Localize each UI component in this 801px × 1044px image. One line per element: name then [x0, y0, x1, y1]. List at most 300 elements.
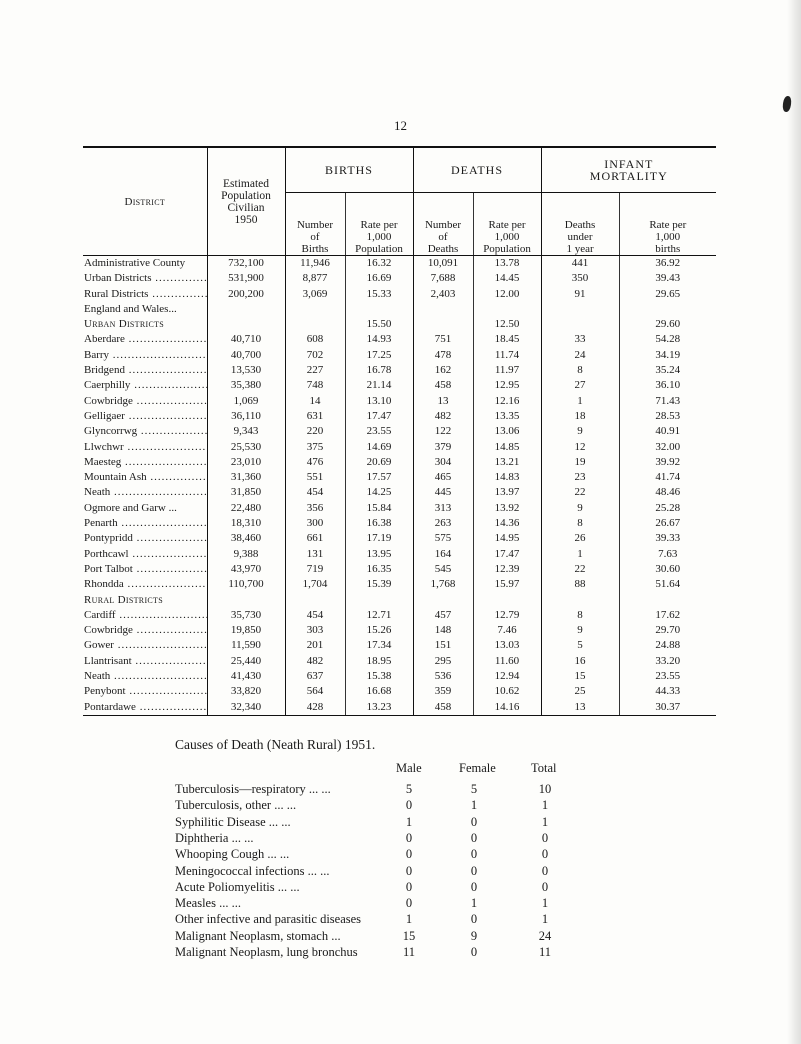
- table-cell: [207, 302, 285, 317]
- header-infant-mortality: INFANT MORTALITY: [541, 147, 716, 193]
- table-cell: 575: [413, 531, 473, 546]
- district-name: Pontardawe .....: [83, 700, 207, 716]
- table-cell: 18,310: [207, 516, 285, 531]
- table-cell: 12.00: [473, 287, 541, 302]
- district-name: Llwchwr .....: [83, 440, 207, 455]
- table-cell: 531,900: [207, 271, 285, 286]
- table-cell: 9,388: [207, 547, 285, 562]
- cause-label: Malignant Neoplasm, lung bronchus: [175, 945, 358, 959]
- cause-label: Tuberculosis, other ... ...: [175, 798, 297, 813]
- table-cell: 8: [541, 516, 619, 531]
- female-count: 9: [470, 928, 478, 943]
- header-births-number: Number of Births: [285, 193, 345, 256]
- table-cell: 7,688: [413, 271, 473, 286]
- district-name: Aberdare .....: [83, 332, 207, 347]
- table-cell: 356: [285, 501, 345, 516]
- cause-row: [175, 945, 645, 961]
- table-cell: 751: [413, 332, 473, 347]
- district-name: Glyncorrwg .....: [83, 424, 207, 439]
- table-row: [83, 516, 716, 531]
- header-district: District: [83, 147, 207, 256]
- table-cell: 631: [285, 409, 345, 424]
- table-cell: 22: [541, 485, 619, 500]
- table-cell: 16.32: [345, 256, 413, 272]
- table-cell: 13.21: [473, 455, 541, 470]
- table-cell: 465: [413, 470, 473, 485]
- table-cell: 19,850: [207, 623, 285, 638]
- table-row: [83, 271, 716, 286]
- table-cell: 482: [413, 409, 473, 424]
- cause-label: Syphilitic Disease ... ...: [175, 814, 291, 829]
- male-count: 0: [405, 830, 413, 845]
- header-deaths: DEATHS: [413, 147, 541, 193]
- table-cell: 350: [541, 271, 619, 286]
- table-row: [83, 684, 716, 699]
- district-name: Rural Districts .....: [83, 287, 207, 302]
- table-cell: 1,069: [207, 394, 285, 409]
- table-cell: [285, 593, 345, 608]
- table-cell: 8: [541, 363, 619, 378]
- table-cell: 12.95: [473, 378, 541, 393]
- table-cell: 12.71: [345, 608, 413, 623]
- table-row: [83, 332, 716, 347]
- table-cell: 32,340: [207, 700, 285, 716]
- table-cell: 11,590: [207, 638, 285, 653]
- table-cell: 661: [285, 531, 345, 546]
- table-cell: 13.23: [345, 700, 413, 716]
- table-cell: 551: [285, 470, 345, 485]
- table-cell: 300: [285, 516, 345, 531]
- table-cell: 263: [413, 516, 473, 531]
- table-cell: 16: [541, 654, 619, 669]
- vital-statistics-table: [83, 146, 716, 716]
- table-cell: 9,343: [207, 424, 285, 439]
- table-cell: 51.64: [619, 577, 716, 592]
- cause-label: Tuberculosis—respiratory ... ...: [175, 782, 331, 796]
- table-cell: 1: [541, 394, 619, 409]
- table-cell: 38,460: [207, 531, 285, 546]
- district-name: Gelligaer .....: [83, 409, 207, 424]
- table-cell: 91: [541, 287, 619, 302]
- table-cell: 18.95: [345, 654, 413, 669]
- table-cell: 8: [541, 608, 619, 623]
- table-cell: 15.38: [345, 669, 413, 684]
- table-cell: 14.45: [473, 271, 541, 286]
- table-cell: 457: [413, 608, 473, 623]
- table-cell: [619, 302, 716, 317]
- table-cell: 122: [413, 424, 473, 439]
- table-row: [83, 638, 716, 653]
- table-cell: [473, 302, 541, 317]
- table-row: [83, 654, 716, 669]
- female-count: 0: [470, 814, 478, 829]
- table-cell: 445: [413, 485, 473, 500]
- table-cell: 748: [285, 378, 345, 393]
- table-cell: 564: [285, 684, 345, 699]
- table-cell: 359: [413, 684, 473, 699]
- table-cell: 14.25: [345, 485, 413, 500]
- table-cell: 17.47: [473, 547, 541, 562]
- table-cell: 14.16: [473, 700, 541, 716]
- total-count: 1: [541, 814, 549, 829]
- table-body: [83, 256, 716, 716]
- table-cell: 13,530: [207, 363, 285, 378]
- table-cell: 15.84: [345, 501, 413, 516]
- table-cell: 29.65: [619, 287, 716, 302]
- total-count: 1: [541, 896, 549, 911]
- total-count: 0: [541, 863, 549, 878]
- column-female: Female: [459, 761, 496, 775]
- table-row: [83, 409, 716, 424]
- table-cell: 30.60: [619, 562, 716, 577]
- district-name: Llantrisant .....: [83, 654, 207, 669]
- total-count: 0: [541, 879, 549, 894]
- table-cell: 15.50: [345, 317, 413, 332]
- table-cell: 15: [541, 669, 619, 684]
- cause-row: [175, 929, 645, 945]
- table-cell: 9: [541, 424, 619, 439]
- table-cell: [285, 317, 345, 332]
- table-cell: 295: [413, 654, 473, 669]
- table-cell: 15.97: [473, 577, 541, 592]
- table-cell: 12: [541, 440, 619, 455]
- male-count: 1: [405, 814, 413, 829]
- table-row: [83, 378, 716, 393]
- total-count: 10: [538, 782, 552, 796]
- table-cell: 13.92: [473, 501, 541, 516]
- table-cell: 14.69: [345, 440, 413, 455]
- district-name: Gower .....: [83, 638, 207, 653]
- table-row: [83, 577, 716, 592]
- female-count: 1: [470, 798, 478, 813]
- table-cell: 9: [541, 501, 619, 516]
- table-cell: 201: [285, 638, 345, 653]
- table-cell: 35,380: [207, 378, 285, 393]
- district-name: Port Talbot .....: [83, 562, 207, 577]
- table-cell: 13.06: [473, 424, 541, 439]
- district-name: Bridgend .....: [83, 363, 207, 378]
- district-name: Penybont .....: [83, 684, 207, 699]
- table-cell: 25,440: [207, 654, 285, 669]
- table-cell: 428: [285, 700, 345, 716]
- page-edge-shadow: [787, 0, 801, 1044]
- table-row: [83, 394, 716, 409]
- male-count: 15: [402, 928, 416, 943]
- table-cell: 2,403: [413, 287, 473, 302]
- table-row: [83, 485, 716, 500]
- district-name: Neath .....: [83, 669, 207, 684]
- table-cell: 13.95: [345, 547, 413, 562]
- table-cell: 476: [285, 455, 345, 470]
- table-cell: 39.33: [619, 531, 716, 546]
- cause-label: Other infective and parasitic diseases: [175, 912, 362, 927]
- district-name: Neath .....: [83, 485, 207, 500]
- district-name: Cowbridge .....: [83, 394, 207, 409]
- table-cell: 13.35: [473, 409, 541, 424]
- female-count: 5: [470, 782, 478, 796]
- total-count: 24: [538, 928, 552, 943]
- table-cell: [541, 302, 619, 317]
- table-cell: 379: [413, 440, 473, 455]
- table-cell: 454: [285, 608, 345, 623]
- page-number: 12: [394, 118, 407, 133]
- table-cell: [619, 593, 716, 608]
- cause-row: [175, 880, 645, 896]
- header-infant-deaths: Deaths under 1 year: [541, 193, 619, 256]
- table-cell: 13: [541, 700, 619, 716]
- table-cell: 33,820: [207, 684, 285, 699]
- table-cell: 200,200: [207, 287, 285, 302]
- table-cell: 732,100: [207, 256, 285, 272]
- table-cell: 31,360: [207, 470, 285, 485]
- table-cell: 12.79: [473, 608, 541, 623]
- table-cell: 12.94: [473, 669, 541, 684]
- table-cell: 36.10: [619, 378, 716, 393]
- district-name: Urban Districts .....: [83, 271, 207, 286]
- table-cell: 20.69: [345, 455, 413, 470]
- male-count: 0: [405, 798, 413, 813]
- table-cell: [413, 317, 473, 332]
- table-cell: 23.55: [345, 424, 413, 439]
- female-count: 0: [470, 830, 478, 845]
- cause-row: [175, 815, 645, 831]
- cause-row: [175, 798, 645, 814]
- table-cell: 15.39: [345, 577, 413, 592]
- table-cell: 48.46: [619, 485, 716, 500]
- table-cell: 13.10: [345, 394, 413, 409]
- district-name: Rural Districts: [84, 593, 163, 606]
- table-cell: 482: [285, 654, 345, 669]
- table-cell: 14: [285, 394, 345, 409]
- total-count: 0: [541, 847, 549, 862]
- table-cell: 14.93: [345, 332, 413, 347]
- table-row: [83, 531, 716, 546]
- table-cell: 16.78: [345, 363, 413, 378]
- table-cell: 23.55: [619, 669, 716, 684]
- table-cell: 34.19: [619, 348, 716, 363]
- table-cell: 702: [285, 348, 345, 363]
- cause-label: Acute Poliomyelitis ... ...: [175, 879, 300, 894]
- table-cell: 17.19: [345, 531, 413, 546]
- table-row: [83, 302, 716, 317]
- table-cell: 304: [413, 455, 473, 470]
- table-cell: 39.43: [619, 271, 716, 286]
- table-cell: [541, 317, 619, 332]
- table-cell: 40,710: [207, 332, 285, 347]
- table-cell: 441: [541, 256, 619, 272]
- male-count: 0: [405, 896, 413, 911]
- table-cell: 41.74: [619, 470, 716, 485]
- district-name: England and Wales...: [84, 302, 177, 315]
- table-cell: 88: [541, 577, 619, 592]
- table-cell: 13: [413, 394, 473, 409]
- table-cell: 29.70: [619, 623, 716, 638]
- district-name: Mountain Ash .....: [83, 470, 207, 485]
- table-cell: 17.25: [345, 348, 413, 363]
- male-count: 1: [405, 912, 413, 927]
- table-cell: [345, 302, 413, 317]
- table-cell: 30.37: [619, 700, 716, 716]
- table-cell: 11.60: [473, 654, 541, 669]
- table-cell: 25: [541, 684, 619, 699]
- table-cell: 17.57: [345, 470, 413, 485]
- table-cell: 26.67: [619, 516, 716, 531]
- district-name: Maesteg .....: [83, 455, 207, 470]
- table-row: [83, 608, 716, 623]
- table-row: [83, 424, 716, 439]
- female-count: 0: [470, 912, 478, 927]
- table-cell: 29.60: [619, 317, 716, 332]
- table-cell: 27: [541, 378, 619, 393]
- cause-row: [175, 782, 645, 798]
- table-cell: 14.85: [473, 440, 541, 455]
- table-cell: [473, 593, 541, 608]
- table-cell: 7.63: [619, 547, 716, 562]
- district-name: Pontypridd .....: [83, 531, 207, 546]
- table-cell: 13.78: [473, 256, 541, 272]
- table-cell: 303: [285, 623, 345, 638]
- table-cell: 19: [541, 455, 619, 470]
- table-cell: 15.26: [345, 623, 413, 638]
- table-cell: 44.33: [619, 684, 716, 699]
- header-population: Estimated Population Civilian 1950: [207, 147, 285, 256]
- table-cell: [413, 302, 473, 317]
- table-cell: 164: [413, 547, 473, 562]
- district-name: Barry .....: [83, 348, 207, 363]
- table-cell: 24.88: [619, 638, 716, 653]
- table-cell: 545: [413, 562, 473, 577]
- district-name: Urban Districts: [84, 318, 165, 331]
- cause-row: [175, 847, 645, 863]
- table-cell: 32.00: [619, 440, 716, 455]
- district-name: Penarth .....: [83, 516, 207, 531]
- table-cell: 23,010: [207, 455, 285, 470]
- table-cell: 220: [285, 424, 345, 439]
- table-cell: [207, 593, 285, 608]
- header-deaths-number: Number of Deaths: [413, 193, 473, 256]
- male-count: 0: [405, 879, 413, 894]
- district-name: Cowbridge .....: [83, 623, 207, 638]
- table-cell: 12.39: [473, 562, 541, 577]
- cause-label: Meningococcal infections ... ...: [175, 863, 330, 878]
- causes-title: Causes of Death (Neath Rural) 1951.: [175, 737, 376, 752]
- table-cell: 40.91: [619, 424, 716, 439]
- table-cell: 1,704: [285, 577, 345, 592]
- table-cell: 9: [541, 623, 619, 638]
- table-cell: [541, 593, 619, 608]
- table-cell: 33.20: [619, 654, 716, 669]
- table-row: [83, 287, 716, 302]
- column-male: Male: [396, 761, 422, 775]
- table-cell: 17.34: [345, 638, 413, 653]
- table-cell: 12.50: [473, 317, 541, 332]
- table-cell: 16.35: [345, 562, 413, 577]
- table-cell: 28.53: [619, 409, 716, 424]
- table-row: [83, 348, 716, 363]
- male-count: 0: [405, 863, 413, 878]
- table-cell: 11.74: [473, 348, 541, 363]
- table-row: [83, 547, 716, 562]
- table-cell: 43,970: [207, 562, 285, 577]
- table-cell: 40,700: [207, 348, 285, 363]
- table-cell: 608: [285, 332, 345, 347]
- table-row: [83, 700, 716, 716]
- table-cell: 375: [285, 440, 345, 455]
- table-row: [83, 470, 716, 485]
- cause-row: [175, 912, 645, 928]
- table-cell: 10.62: [473, 684, 541, 699]
- table-cell: 10,091: [413, 256, 473, 272]
- table-cell: 478: [413, 348, 473, 363]
- table-row: [83, 317, 716, 332]
- total-count: 1: [541, 912, 549, 927]
- table-cell: 14.36: [473, 516, 541, 531]
- table-cell: 26: [541, 531, 619, 546]
- female-count: 0: [470, 863, 478, 878]
- table-cell: 17.62: [619, 608, 716, 623]
- district-name: Caerphilly .....: [83, 378, 207, 393]
- table-cell: 11.97: [473, 363, 541, 378]
- female-count: 0: [470, 945, 478, 959]
- district-name: Porthcawl .....: [83, 547, 207, 562]
- district-name: Ogmore and Garw ...: [84, 501, 177, 514]
- table-cell: [345, 593, 413, 608]
- table-cell: 35.24: [619, 363, 716, 378]
- table-cell: 21.14: [345, 378, 413, 393]
- table-cell: 35,730: [207, 608, 285, 623]
- district-name: Cardiff .....: [83, 608, 207, 623]
- female-count: 0: [470, 879, 478, 894]
- female-count: 0: [470, 847, 478, 862]
- table-row: [83, 501, 716, 516]
- cause-row: [175, 831, 645, 847]
- column-total: Total: [531, 761, 557, 775]
- table-cell: 36,110: [207, 409, 285, 424]
- table-cell: 5: [541, 638, 619, 653]
- table-cell: 1: [541, 547, 619, 562]
- table-row: [83, 256, 716, 272]
- table-cell: [285, 302, 345, 317]
- table-row: [83, 440, 716, 455]
- table-cell: 31,850: [207, 485, 285, 500]
- table-cell: 23: [541, 470, 619, 485]
- total-count: 11: [538, 945, 552, 959]
- district-name: Administrative County: [84, 257, 186, 269]
- table-cell: 71.43: [619, 394, 716, 409]
- table-cell: 39.92: [619, 455, 716, 470]
- cause-label: Whooping Cough ... ...: [175, 847, 290, 862]
- table-cell: 458: [413, 378, 473, 393]
- table-cell: 131: [285, 547, 345, 562]
- table-row: [83, 562, 716, 577]
- table-row: [83, 593, 716, 608]
- table-row: [83, 669, 716, 684]
- table-cell: 536: [413, 669, 473, 684]
- table-cell: 151: [413, 638, 473, 653]
- table-cell: 16.69: [345, 271, 413, 286]
- table-cell: 14.95: [473, 531, 541, 546]
- table-cell: 110,700: [207, 577, 285, 592]
- table-cell: 8,877: [285, 271, 345, 286]
- table-cell: 7.46: [473, 623, 541, 638]
- table-cell: 22,480: [207, 501, 285, 516]
- table-cell: 3,069: [285, 287, 345, 302]
- header-deaths-rate: Rate per 1,000 Population: [473, 193, 541, 256]
- table-cell: 16.68: [345, 684, 413, 699]
- table-cell: 12.16: [473, 394, 541, 409]
- table-cell: 162: [413, 363, 473, 378]
- table-cell: 458: [413, 700, 473, 716]
